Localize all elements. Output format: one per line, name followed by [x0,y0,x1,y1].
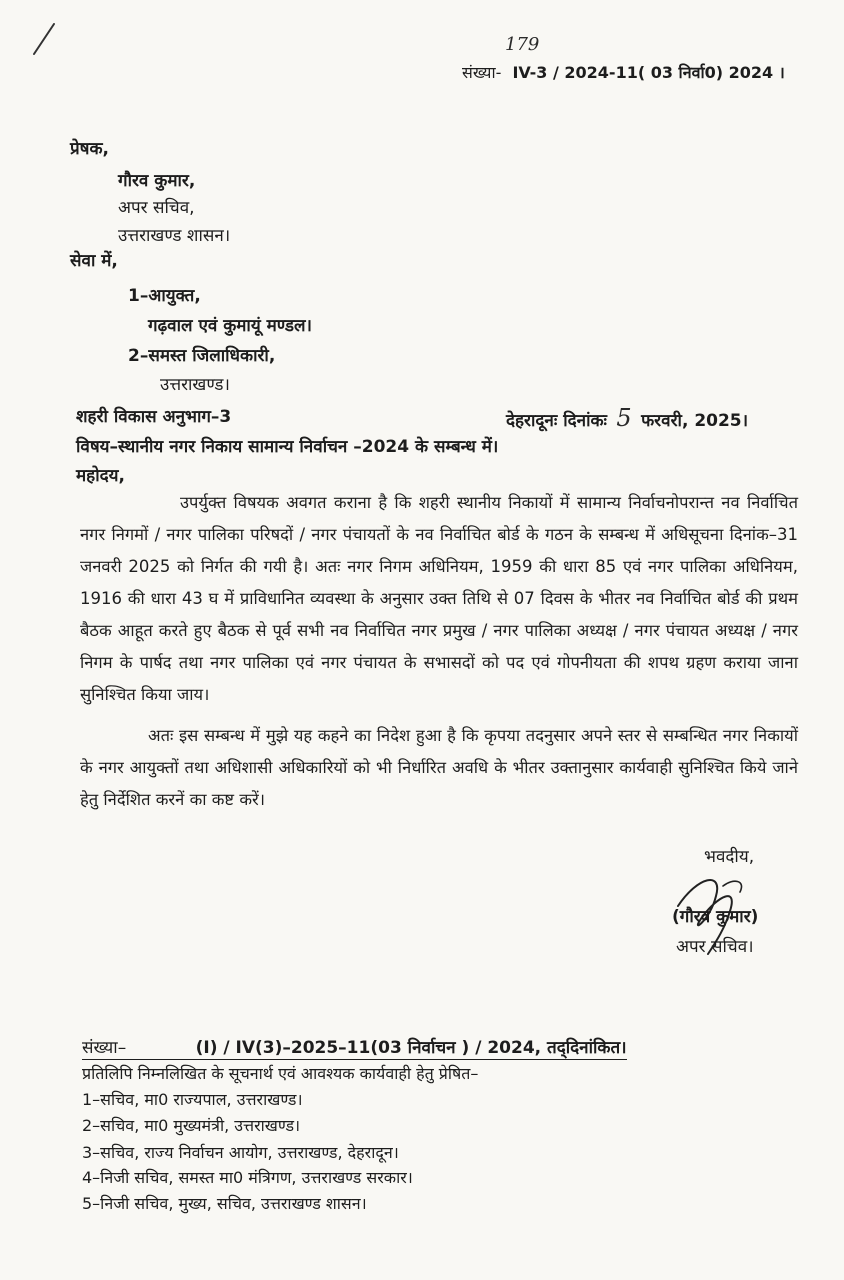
section-name: शहरी विकास अनुभाग–3 [76,407,232,427]
closing: भवदीय, [704,847,755,867]
subject-line: विषय–स्थानीय नगर निकाय सामान्य निर्वाचन –2024 के सम्बन्ध में। [76,437,499,457]
signatory-name: (गौरव कुमार) [672,907,759,927]
endorsement-value: (I) / IV(3)–2025–11(03 निर्वाचन ) / 2024, तद्‌दिनांकित। [195,1038,627,1058]
copy-item-3: 3–सचिव, राज्य निर्वाचन आयोग, उत्तराखण्ड, देहरादून। [82,1143,399,1162]
reference-label: संख्या- [462,63,502,82]
recipient-2-line-1: 2–समस्त जिलाधिकारी, [128,346,276,366]
copy-item-2: 2–सचिव, मा0 मुख्यमंत्री, उत्तराखण्ड। [82,1116,301,1135]
sender-office: उत्तराखण्ड शासन। [118,226,231,246]
body-paragraph-2: अतः इस सम्बन्ध में मुझे यह कहने का निदेश हुआ है कि कृपया तदनुसार अपने स्तर से सम्बन्धित नगर निकायों के नगर आयुक्तों तथा अधिशासी अधिकारियों को भी निर्धारित अवधि के भीतर उक्तानुसार कार्यवाही सुनिश्चित किये जाने हेतु निर्देशित करनें का कष्ट करें। [80,726,798,809]
recipient-1-line-2: गढ़वाल एवं कुमायूं मण्डल। [148,316,312,336]
body-paragraph-1: उपर्युक्त विषयक अवगत कराना है कि शहरी स्थानीय निकायों में सामान्य निर्वाचनोपरान्त नव निर्वाचित नगर निगमों / नगर पालिका परिषदों / नगर पंचायतों के नव निर्वाचित बोर्ड के गठन के सम्बन्ध में अधिसूचना दिनांक–31 जनवरी 2025 को निर्गत की गयी है। अतः नगर निगम अधिनियम, 1959 की धारा 85 एवं नगर पालिका अधिनियम, 1916 की धारा 43 घ में प्राविधानित व्यवस्था के अनुसार उक्त तिथि से 07 दिवस के भीतर नव निर्वाचित बोर्ड की प्रथम बैठक आहूत करते हुए बैठक से पूर्व सभी नव निर्वाचित नगर प्रमुख / नगर पालिका अध्यक्ष / नगर पंचायत अध्यक्ष / नगर निगम के पार्षद तथा नगर पालिका एवं नगर पंचायत के सभासदों को पद एवं गोपनीयता की शपथ ग्रहण कराया जाना सुनिश्चित किया जाय। [80,493,798,704]
recipients-heading: सेवा में, [70,251,118,271]
page-number: 179 [505,34,540,55]
endorsement-label: संख्या– [82,1038,127,1058]
copy-item-1: 1–सचिव, मा0 राज्यपाल, उत्तराखण्ड। [82,1090,303,1109]
salutation: महोदय, [76,466,125,486]
recipient-1-line-1: 1–आयुक्त, [128,286,201,306]
reference-value: IV-3 / 2024-11( 03 निर्वा0) 2024 । [512,63,785,82]
place-date-prefix: देहरादूनः दिनांकः [506,411,607,431]
endorsement-intro: प्रतिलिपि निम्नलिखित के सूचनार्थ एवं आवश्यक कार्यवाही हेतु प्रेषित– [82,1064,479,1083]
recipient-2-line-2: उत्तराखण्ड। [160,375,230,395]
place-date [506,404,748,432]
date-day: 5 [616,404,632,432]
reference-number [462,61,785,83]
sender-heading: प्रेषक, [70,139,110,159]
sender-designation: अपर सचिव, [118,198,195,218]
endorsement-reference [82,1035,627,1060]
signatory-designation: अपर सचिव। [676,937,754,957]
copy-item-4: 4–निजी सचिव, समस्त मा0 मंत्रिगण, उत्तराखण्ड सरकार। [82,1168,413,1187]
margin-pen-mark [28,20,58,60]
copy-item-5: 5–निजी सचिव, मुख्य, सचिव, उत्तराखण्ड शासन। [82,1194,367,1213]
sender-name: गौरव कुमार, [118,171,196,191]
place-date-suffix: फरवरी, 2025। [641,411,749,431]
